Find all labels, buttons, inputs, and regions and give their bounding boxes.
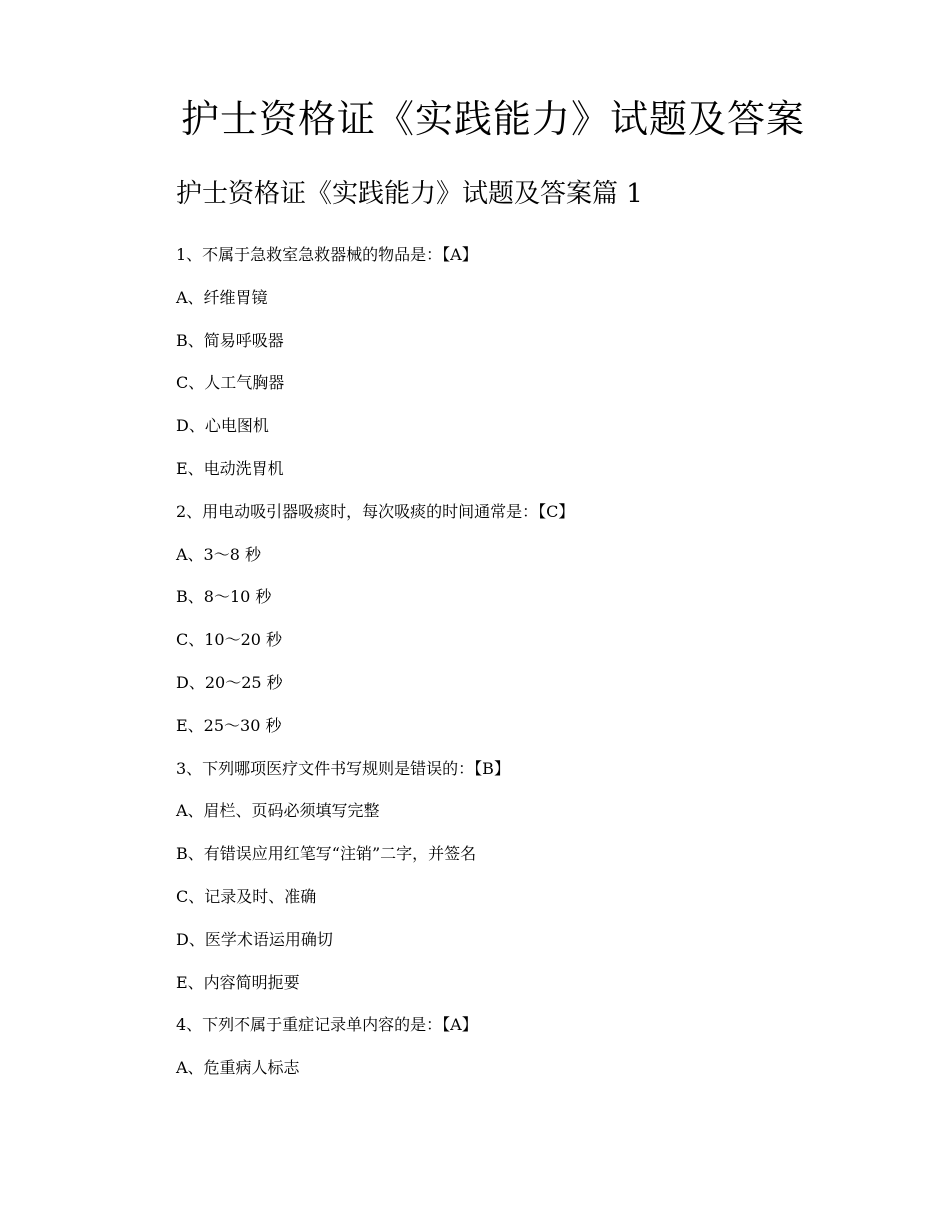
question-text: 4、下列不属于重症记录单内容的是：【A】 xyxy=(176,1015,478,1035)
answer-option: A、眉栏、页码必须填写完整 xyxy=(176,801,380,821)
answer-option: D、20～25 秒 xyxy=(176,672,283,692)
answer-option: C、记录及时、准确 xyxy=(176,886,317,906)
answer-option: E、电动洗胃机 xyxy=(176,458,284,478)
answer-option: D、医学术语运用确切 xyxy=(176,929,333,949)
answer-option: C、人工气胸器 xyxy=(176,373,285,393)
answer-option: E、内容简明扼要 xyxy=(176,972,300,992)
document-title: 护士资格证《实践能力》试题及答案 xyxy=(180,97,805,141)
answer-option: C、10～20 秒 xyxy=(176,630,283,650)
answer-option: A、危重病人标志 xyxy=(176,1058,300,1078)
section-title: 护士资格证《实践能力》试题及答案篇 1 xyxy=(176,179,643,209)
question-text: 3、下列哪项医疗文件书写规则是错误的：【B】 xyxy=(176,758,510,778)
answer-option: B、简易呼吸器 xyxy=(176,330,284,350)
answer-option: B、有错误应用红笔写“注销”二字，并签名 xyxy=(176,844,477,864)
question-list xyxy=(176,242,896,1098)
answer-option: A、纤维胃镜 xyxy=(176,287,268,307)
question-text: 2、用电动吸引器吸痰时，每次吸痰的时间通常是：【C】 xyxy=(176,501,575,521)
answer-option: B、8～10 秒 xyxy=(176,587,272,607)
question-text: 1、不属于急救室急救器械的物品是：【A】 xyxy=(176,245,478,264)
answer-option: D、心电图机 xyxy=(176,416,269,436)
answer-option: E、25～30 秒 xyxy=(176,715,282,735)
answer-option: A、3～8 秒 xyxy=(176,544,262,564)
